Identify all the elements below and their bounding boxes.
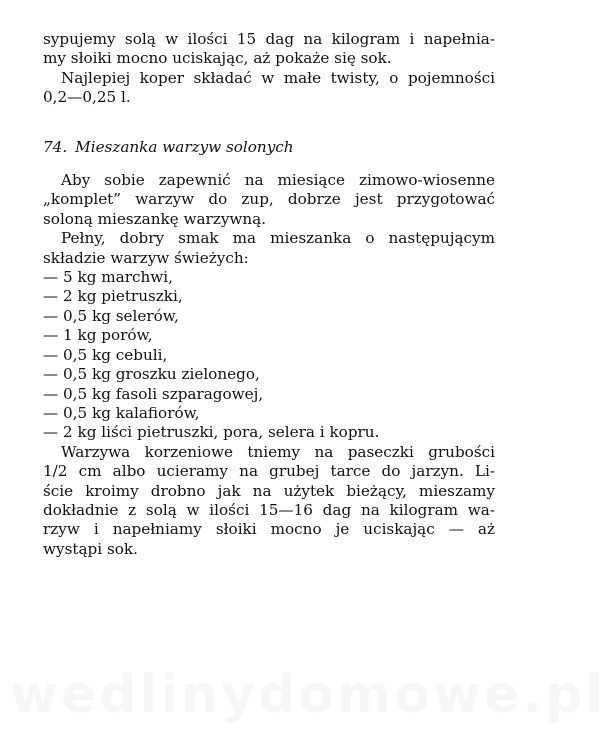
text-line: Aby sobie zapewnić na miesiące zimowo-wiosenne <box>61 171 495 190</box>
book-page <box>43 30 495 559</box>
text-line: sypujemy solą w ilości 15 dag na kilogram i napełnia- <box>43 30 495 48</box>
ingredient-item: — 0,5 kg cebuli, <box>43 345 168 364</box>
text-line: składzie warzyw świeżych: <box>43 248 249 267</box>
text-line: ście kroimy drobno jak na użytek bieżący, mieszamy <box>43 481 495 500</box>
ingredient-item: — 2 kg pietruszki, <box>43 287 183 306</box>
section-heading <box>43 138 495 157</box>
text-line: soloną mieszankę warzywną. <box>43 209 267 228</box>
ingredient-item: — 5 kg marchwi, <box>43 268 173 287</box>
text-line: 0,2—0,25 l. <box>43 88 131 107</box>
ingredient-list <box>43 268 495 443</box>
composition-paragraph <box>43 229 495 268</box>
text-line: „komplet” warzyw do zup, dobrze jest przygotować <box>43 190 495 209</box>
text-line: my słoiki mocno uciskając, aż pokaże się sok. <box>43 49 392 68</box>
text-line: wystąpi sok. <box>43 539 138 558</box>
intro-paragraph <box>43 171 495 229</box>
ingredient-item: — 0,5 kg fasoli szparagowej, <box>43 384 264 403</box>
text-line: Warzywa korzeniowe tniemy na paseczki grubości <box>61 442 495 461</box>
section-number: 74. <box>43 137 68 156</box>
continuation-paragraph <box>43 30 495 108</box>
section-title: Mieszanka warzyw solonych <box>75 137 294 156</box>
text-line: rzyw i napełniamy słoiki mocno je uciskając — aż <box>43 520 495 539</box>
ingredient-item: — 0,5 kg groszku zielonego, <box>43 365 260 384</box>
text-line: Najlepiej koper składać w małe twisty, o pojemności <box>61 68 495 87</box>
ingredient-item: — 1 kg porów, <box>43 326 153 345</box>
ingredient-item: — 0,5 kg kalafiorów, <box>43 403 200 422</box>
text-line: 1/2 cm albo ucieramy na grubej tarce do jarzyn. Li- <box>43 462 495 481</box>
text-line: dokładnie z solą w ilości 15—16 dag na kilogram wa- <box>43 500 495 519</box>
text-line: Pełny, dobry smak ma mieszanka o następującym <box>61 229 495 248</box>
ingredient-item: — 0,5 kg selerów, <box>43 306 179 325</box>
ingredient-item: — 2 kg liści pietruszki, pora, selera i kopru. <box>43 423 380 442</box>
method-paragraph <box>43 443 495 559</box>
watermark: wedlinydomowe.pl <box>10 665 606 725</box>
